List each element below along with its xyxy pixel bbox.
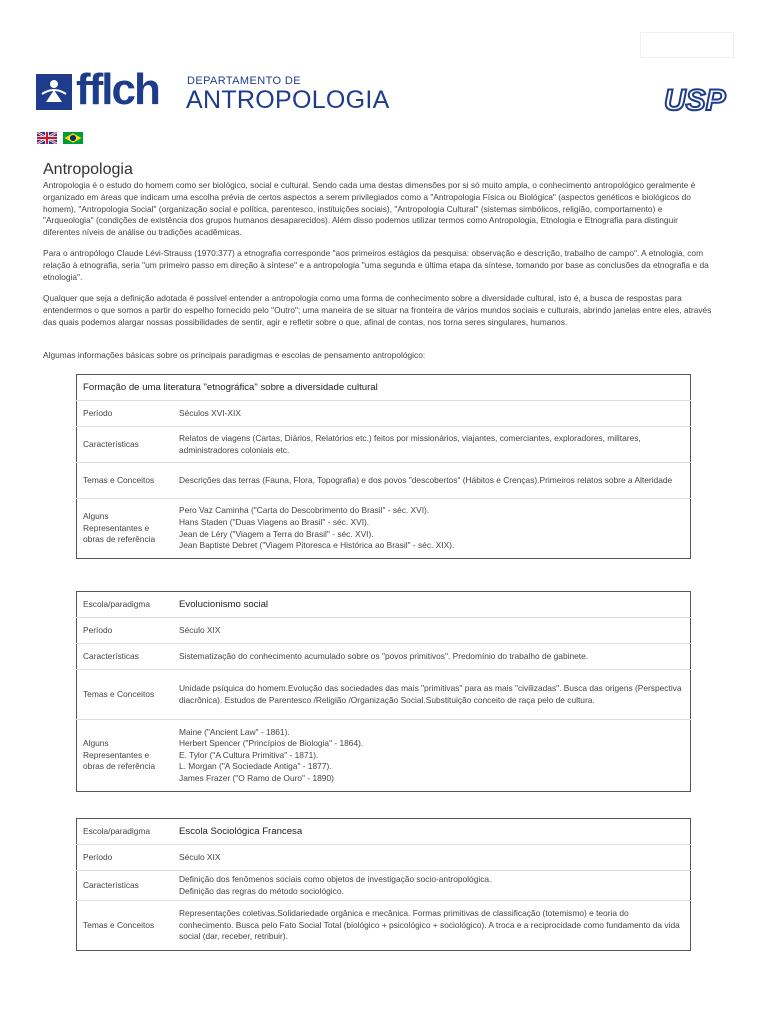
value-line: Maine ("Ancient Law" - 1861). [179,726,290,737]
value-line: Definição dos fenômenos sociais como objetos de investigação socio-antropológica. [179,874,492,884]
row-value [173,901,691,951]
table-row [77,670,691,720]
row-label: Características [77,871,174,901]
levi-strauss-paragraph: Para o antropólogo Claude Lévi-Strauss (1970:377) a etnografia corresponde "aos primeiros estágios da pesquisa: observação e descrição, trabalho de campo". A etnologia, com relação à etnografia, seria "um primeiro passo em direção à síntese" e a antropologia "uma segunda e última etapa da síntese, tomando por base as conclusões da etnografia e da etnologia". [43,248,709,282]
row-label: Período [77,845,174,871]
table-row [77,463,691,499]
value-line: Unidade psíquica do homem.Evolução das sociedades das mais "primitivas" para as mais "civilizadas". Busca das origens (Perspectiva diacrônica). Estudos de Parentesco /Religião /Organização Social.Substituição conceito de raça pelo de cultura. [179,682,682,705]
intro-paragraph: Antropologia é o estudo do homem como ser biológico, social e cultural. Sendo cada uma destas dimensões por si só muito ampla, o conhecimento antropológico geralmente é organizado em áreas que indicam uma escolha prévia de certos aspectos a serem privilegiados como a "Antropologia Física ou Biológica" (aspectos genéticos e biológicos do homem), "Antropologia Social" (organização social e política, parentesco, instituições sociais), "Antropologia Cultural" (sistemas simbólicos, religião, comportamento) e "Arqueologia" (condições de existência dos grupos humanos desaparecidos). Além disso podemos utilizar termos como Antropologia, Etnologia e Etnografia para distinguir diferentes níveis de análise ou tradições acadêmicas. [43,180,696,238]
row-label: Escola/paradigma [83,598,151,609]
row-value [173,845,691,871]
value-line: L. Morgan ("A Sociedade Antiga" - 1877). [179,761,332,772]
row-label: Temas e Conceitos [77,463,174,499]
row-label: Escola/paradigma [83,825,151,836]
uk-flag-icon[interactable] [37,132,57,144]
table-heading: Escola Sociológica Francesa [179,825,303,837]
usp-logo-text: USP [664,86,726,114]
table-row [77,427,691,463]
row-value [173,427,691,463]
fflch-emblem-icon [36,74,72,110]
table-row [77,499,691,559]
article [43,160,718,360]
row-label: Alguns Representantes e obras de referência [77,720,174,792]
row-label: Alguns Representantes e obras de referência [77,499,174,559]
row-value [173,644,691,670]
table-heading: Evolucionismo social [179,598,269,610]
paradigm-table-evolucionismo [76,591,691,792]
row-value [173,499,691,559]
value-line: Sistematização do conhecimento acumulado sobre os "povos primitivos". Predomínio do trabalho de gabinete. [179,650,589,661]
row-value [173,463,691,499]
row-value [173,401,691,427]
value-line: Hans Staden ("Duas Viagens ao Brasil" - séc. XVI). [179,516,370,527]
table-row [77,871,691,901]
row-value [173,720,691,792]
search-input[interactable] [640,32,734,58]
value-line: Jean Baptiste Debret ("Viagem Pitoresca e Histórica ao Brasil" - séc. XIX). [179,540,455,551]
usp-logo[interactable] [664,86,732,114]
department-name: ANTROPOLOGIA [186,86,390,114]
value-line: Herbert Spencer ("Princípios de Biologia" - 1864). [179,738,364,749]
value-line: Representações coletivas.Solidariedade orgânica e mecânica. Formas primitivas de classificação (totemismo) e teoria do conhecimento. Busca pelo Fato Social Total (biológico + psicológico + sociológico). A troca e a reciprocidade como fundamento da vida social (dar, receber, retribuir). [179,908,680,942]
table-row [77,401,691,427]
row-label: Período [77,401,174,427]
value-line: Relatos de viagens (Cartas, Diários, Relatórios etc.) feitos por missionários, viajantes, comerciantes, exploradores, militares, administradores coloniais etc. [179,432,641,455]
value-line: Século XIX [179,851,221,862]
value-line: James Frazer ("O Ramo de Ouro" - 1890) [179,772,334,783]
paradigm-table-escola-francesa [76,818,691,951]
table-row [77,644,691,670]
page-title: Antropologia [43,161,133,178]
table-row [77,618,691,644]
value-line: Pero Vaz Caminha ("Carta do Descobrimento do Brasil" - séc. XVI). [179,505,430,516]
diversity-paragraph: Qualquer que seja a definição adotada é possível entender a antropologia como uma forma de conhecimento sobre a diversidade cultural, isto é, a busca de respostas para entendermos o que somos a partir do espelho fornecido pelo "Outro"; uma maneira de se situar na fronteira de vários mundos sociais e culturais, abrindo janelas entre eles, através das quais podemos alargar nossas possibilidades de sentir, agir e refletir sobre o que, afinal de contas, nos torna seres singulares, humanos. [43,293,712,327]
row-value [173,618,691,644]
paradigm-table-etnografica [76,374,691,559]
value-line: Descrições das terras (Fauna, Flora, Topografia) e dos povos "descobertos" (Hábitos e Crenças).Primeiros relatos sobre a Alteridade [179,474,673,485]
brazil-flag-icon[interactable] [63,132,83,144]
department-label: DEPARTAMENTO DE [187,75,301,87]
row-label: Características [77,644,174,670]
table-header-row [77,592,691,618]
row-value [173,871,691,901]
table-row [77,720,691,792]
value-line: Século XIX [179,624,221,635]
table-header-row [77,819,691,845]
row-label: Características [77,427,174,463]
value-line: E. Tylor ("A Cultura Primitiva" - 1871). [179,749,319,760]
value-line: Jean de Léry ("Viagem a Terra do Brasil" - séc. XVI). [179,528,374,539]
row-label: Temas e Conceitos [77,901,174,951]
table-row [77,845,691,871]
table-heading: Formação de uma literatura "etnográfica" sobre a diversidade cultural [83,381,378,393]
value-line: Séculos XVI-XIX [179,407,241,418]
paradigms-intro: Algumas informações básicas sobre os principais paradigmas e escolas de pensamento antropológico: [43,350,426,360]
row-label: Período [77,618,174,644]
fflch-wordmark: fflch [76,65,159,114]
table-header-row [77,375,691,401]
value-line: Definição das regras do método sociológico. [179,885,344,896]
row-label: Temas e Conceitos [77,670,174,720]
table-row [77,901,691,951]
row-value [173,670,691,720]
